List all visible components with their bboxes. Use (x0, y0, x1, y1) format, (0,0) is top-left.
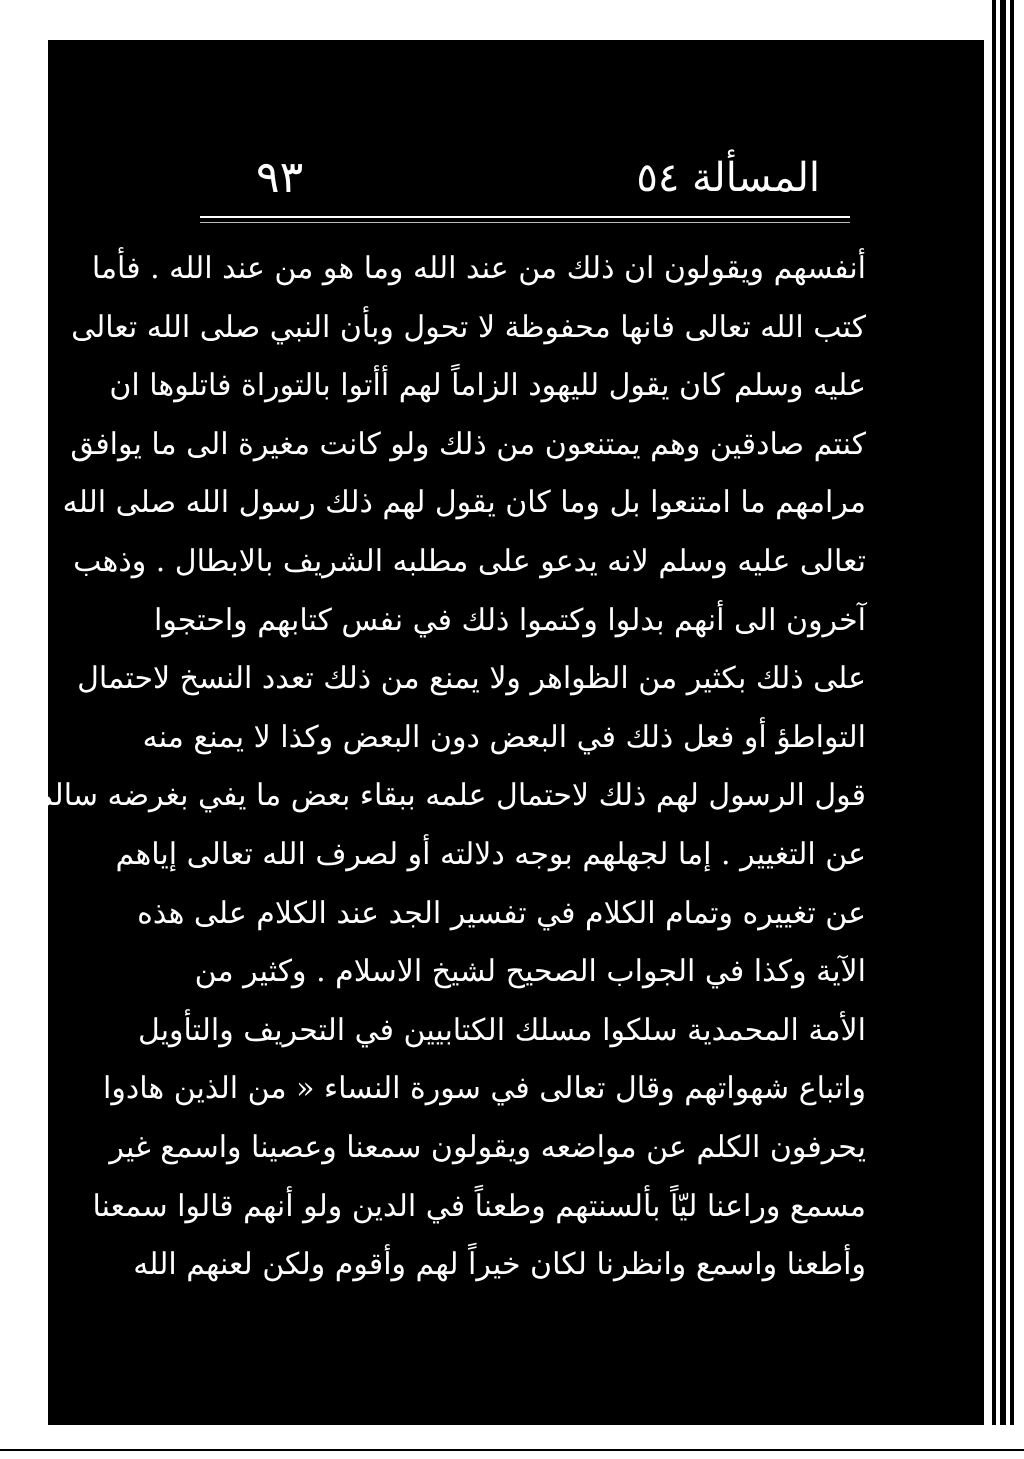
text-line: قول الرسول لهم ذلك لاحتمال علمه ببقاء بعض ما يفي بغرضه سالماً (28, 778, 866, 814)
text-line: كتب الله تعالى فانها محفوظة لا تحول وبأن النبي صلى الله تعالى (71, 309, 866, 345)
page-header (230, 150, 830, 206)
chapter-title: المسألة ٥٤ (636, 155, 820, 201)
text-line: مسمع وراعنا ليّاً بألسنتهم وطعناً في الدين ولو أنهم قالوا سمعنا (92, 1188, 866, 1224)
text-line: على ذلك بكثير من الظواهر ولا يمنع من ذلك تعدد النسخ لاحتمال (77, 661, 866, 697)
text-line: أنفسهم ويقولون ان ذلك من عند الله وما هو من عند الله . فأما (91, 251, 866, 286)
text-line: عن تغييره وتمام الكلام في تفسير الجد عند الكلام على هذه (137, 895, 866, 931)
body-text (28, 240, 866, 1295)
text-line: يحرفون الكلم عن مواضعه ويقولون سمعنا وعصينا واسمع غير (109, 1129, 866, 1165)
text-line: الآية وكذا في الجواب الصحيح لشيخ الاسلام . وكثير من (194, 954, 866, 990)
scan-margin-top (0, 0, 1024, 40)
text-line: عليه وسلم كان يقول لليهود الزاماً لهم أأتوا بالتوراة فاتلوها ان (109, 368, 866, 404)
text-line: عن التغيير . إما لجهلهم بوجه دلالته أو لصرف الله تعالى إياهم (115, 836, 866, 872)
text-line: كنتم صادقين وهم يمتنعون من ذلك ولو كانت مغيرة الى ما يوافق (70, 426, 866, 462)
scan-margin-bottom (0, 1425, 1024, 1459)
page-number: ٩٣ (256, 152, 304, 203)
text-line: مرامهم ما امتنعوا بل وما كان يقول لهم ذلك رسول الله صلى الله (62, 485, 866, 521)
page-edge-right (984, 0, 1024, 1459)
text-line: آخرون الى أنهم بدلوا وكتموا ذلك في نفس كتابهم واحتجوا (154, 602, 866, 638)
text-line: واتباع شهواتهم وقال تعالى في سورة النساء « من الذين هادوا (103, 1071, 866, 1107)
text-line: الأمة المحمدية سلكوا مسلك الكتابيين في التحريف والتأويل (137, 1012, 866, 1048)
text-line: تعالى عليه وسلم لانه يدعو على مطلبه الشريف بالابطال . وذهب (73, 543, 866, 579)
text-line: وأطعنا واسمع وانظرنا لكان خيراً لهم وأقوم ولكن لعنهم الله (133, 1247, 866, 1283)
header-rule-thin (200, 222, 850, 223)
header-rule (200, 216, 850, 218)
text-line: التواطؤ أو فعل ذلك في البعض دون البعض وكذا لا يمنع منه (142, 719, 866, 755)
scan-margin-left (0, 0, 48, 1459)
